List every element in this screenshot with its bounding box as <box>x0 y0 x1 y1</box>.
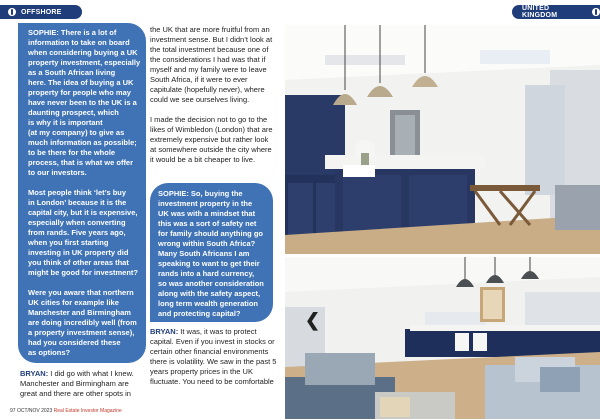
body-paragraph: I made the decision not to go to the likes of Wimbledon (London) that are extremely expensive but rather look at somewhere outside the city where it would be a bit cheaper to live. <box>150 115 273 164</box>
callout-paragraph: Most people think ‘let’s buy in London’ because it is the capital city, but it is expensive, especially when converting from rands. Five years ago, when you first starting investing in UK property did you think of other areas that might be good for investment? <box>28 188 138 277</box>
section-tab-offshore <box>0 5 82 19</box>
answer-text-top <box>150 25 276 175</box>
magazine-name: Real Estate Investor Magazine <box>53 408 122 414</box>
answer-text-bottom-right <box>150 327 280 387</box>
section-tab-label: OFFSHORE <box>21 8 62 16</box>
body-paragraph: the UK that are more fruitful from an investment sense. But I didn’t look at the total investment because one of the considerations I had was that if myself and my family were to leave South Africa, if it were to ever capitulate (hopefully never), where could we see ourselves living. <box>150 25 273 104</box>
page-footer <box>10 408 122 414</box>
globe-icon <box>8 8 16 16</box>
kitchen-photo <box>285 25 600 254</box>
section-tab-united-kingdom <box>512 5 600 19</box>
living-room-photo <box>285 257 600 419</box>
speaker-label: BRYAN: <box>150 327 179 336</box>
section-tab-label: UNITED KINGDOM <box>522 5 558 19</box>
question-callout-left <box>18 23 146 363</box>
issue-date: OCT/NOV 2023 <box>16 408 53 414</box>
callout-paragraph: SOPHIE: There is a lot of information to take on board when considering buying a UK property investment, especially as a South African living here. The idea of buying a UK property for people who may have never been to the UK is a daunting prospect, which is why it is important (at my company) to give as much information as possible; to be there for the whole process, that is what we offer to our investors. <box>28 28 141 177</box>
callout-paragraph: Were you aware that northern UK cities for example like Manchester and Birmingham are doing incredibly well (from a property investment sense), had you considered these as options? <box>28 288 137 357</box>
page-number: 97 <box>10 408 16 414</box>
answer-body: I did go with what I knew. Manchester and Birmingham are great and there are other spots in <box>20 369 134 398</box>
answer-text-bottom-left <box>20 369 146 399</box>
callout-paragraph: SOPHIE: So, buying the investment property in the UK was with a mindset that this was a sort of safety net for family should anything go wrong within South Africa? Many South Africans I am speaking to want to get their rands into a hard currency, so was another consideration along with the safety aspect, long term wealth generation and protecting capital? <box>158 189 264 318</box>
chevron-left-icon[interactable]: ❮ <box>305 310 321 330</box>
globe-icon <box>592 8 600 16</box>
answer-body: It was, it was to protect capital. Even if you invest in stocks or certain other financial environments there is volatility. We saw in the past 5 years property prices in the UK fluctuate. You need to be comfortable <box>150 327 277 386</box>
question-callout-right <box>150 183 273 322</box>
speaker-label: BRYAN: <box>20 369 49 378</box>
